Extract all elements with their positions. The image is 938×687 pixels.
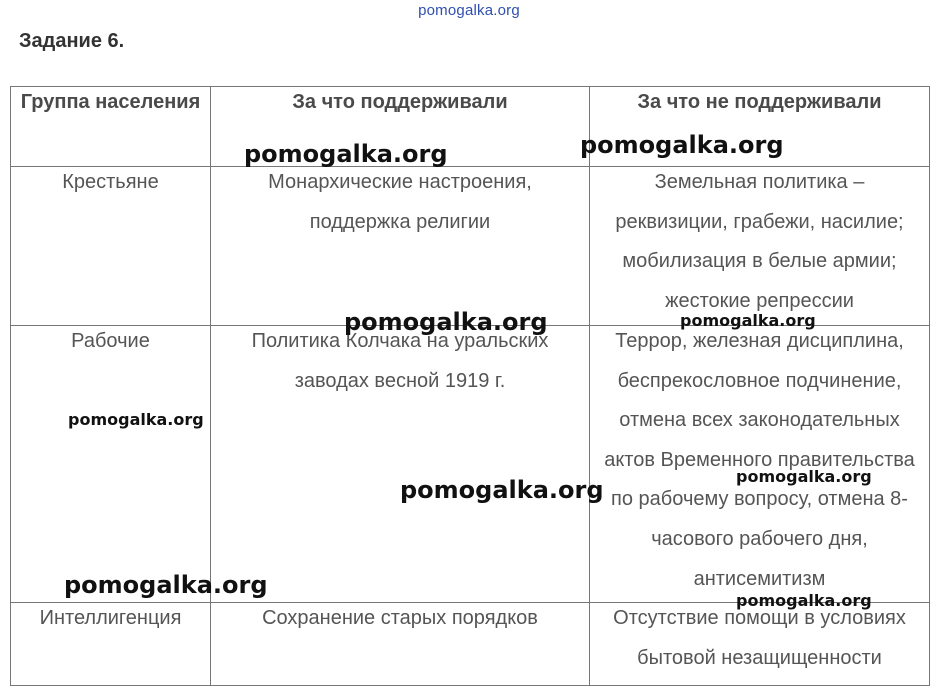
cell-support: Сохранение старых порядков [211,603,590,686]
table-row [11,167,930,326]
site-header-link[interactable]: pomogalka.org [418,2,520,19]
cell-support: Политика Колчака на уральских заводах весной 1919 г. [211,326,590,603]
table-row [11,603,930,686]
header-support: За что поддерживали [211,87,590,167]
watermark: pomogalka.org [736,591,872,610]
watermark: pomogalka.org [344,308,548,336]
header-oppose: За что не поддерживали [590,87,930,167]
watermark: pomogalka.org [400,476,604,504]
watermark: pomogalka.org [244,140,448,168]
cell-group: Рабочие [11,326,211,603]
watermark: pomogalka.org [680,311,816,330]
watermark: pomogalka.org [580,131,784,159]
table-row [11,326,930,603]
watermark: pomogalka.org [68,410,204,429]
cell-support: Монархические настроения, поддержка религии [211,167,590,326]
cell-group: Крестьяне [11,167,211,326]
header-group: Группа населения [11,87,211,167]
cell-oppose: Земельная политика – реквизиции, грабежи, насилие; мобилизация в белые армии; жестокие репрессии [590,167,930,326]
table-header-row [11,87,930,167]
cell-group: Интеллигенция [11,603,211,686]
task-title: Задание 6. [19,30,125,52]
watermark: pomogalka.org [736,467,872,486]
cell-oppose: Террор, железная дисциплина, беспрекословное подчинение, отмена всех законодательных актов Временного правительства по рабочему вопросу, отмена 8-часового рабочего дня, антисемитизм [590,326,930,603]
cell-oppose: Отсутствие помощи в условиях бытовой незащищенности [590,603,930,686]
watermark: pomogalka.org [64,571,268,599]
